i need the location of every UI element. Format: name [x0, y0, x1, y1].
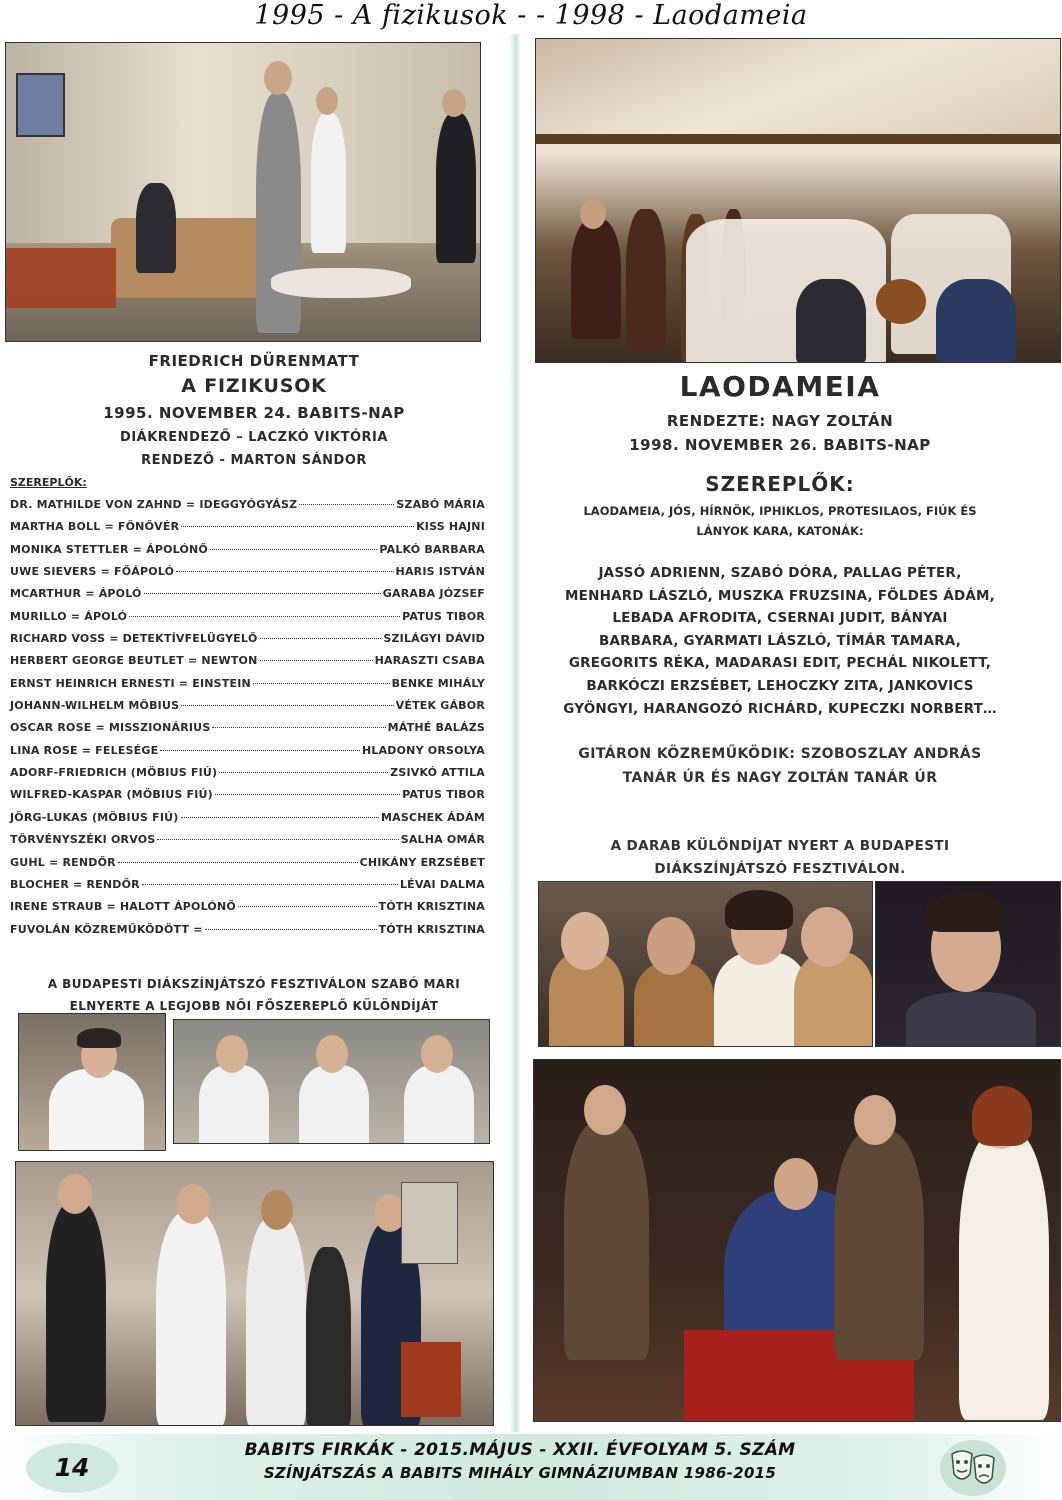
cast-row — [10, 788, 485, 810]
photo-fizikusok-stage — [5, 42, 481, 342]
photo-laodameia-soldiers — [533, 1059, 1061, 1422]
right-award-line1: A DARAB KÜLÖNDÍJAT NYERT A BUDAPESTI — [610, 838, 950, 854]
left-play-title: A FIZIKUSOK — [181, 375, 327, 397]
right-guitar-line2: TANÁR ÚR ÉS NAGY ZOLTÁN TANÁR ÚR — [622, 770, 938, 786]
right-cast-heading: SZEREPLŐK: — [705, 472, 855, 496]
leader-dots — [181, 705, 393, 706]
cast-row — [10, 721, 485, 743]
left-cast-heading: SZEREPLŐK: — [10, 476, 87, 489]
cast-actor: PALKÓ BARBARA — [379, 542, 485, 556]
theatre-masks-icon — [940, 1440, 1006, 1496]
cast-role: LINA ROSE = FELESÉGE — [10, 743, 159, 757]
cast-row — [10, 654, 485, 676]
leader-dots — [129, 616, 400, 617]
cast-actor: HARIS ISTVÁN — [395, 565, 485, 579]
right-award-line2: DIÁKSZÍNJÁTSZÓ FESZTIVÁLON. — [654, 861, 906, 877]
footer-line2: SZÍNJÁTSZÁS A BABITS MIHÁLY GIMNÁZIUMBAN 1986-2015 — [263, 1464, 777, 1482]
cast-role: BLOCHER = RENDŐR — [10, 877, 140, 891]
cast-row — [10, 543, 485, 565]
cast-role: MARTHA BOLL = FŐNŐVÉR — [10, 520, 180, 534]
left-author: FRIEDRICH DÜRENMATT — [148, 352, 360, 370]
left-prize-line1: A BUDAPESTI DIÁKSZÍNJÁTSZÓ FESZTIVÁLON SZABÓ MARI — [47, 977, 461, 991]
column-divider — [509, 34, 521, 1432]
leader-dots — [160, 750, 360, 751]
cast-row — [10, 811, 485, 833]
cast-role: JÖRG-LUKAS (MÖBIUS FIÚ) — [10, 810, 179, 824]
cast-actor: SZABÓ MÁRIA — [396, 498, 485, 511]
leader-dots — [299, 504, 394, 505]
cast-role: MURILLO = ÁPOLÓ — [10, 609, 128, 623]
right-actors — [535, 562, 1025, 720]
cast-row — [10, 632, 485, 654]
right-actors-line: BARKÓCZI ERZSÉBET, LEHOCZKY ZITA, JANKOVICS — [586, 677, 974, 694]
right-actors-line: GREGORITS RÉKA, MADARASI EDIT, PECHÁL NIKOLETT, — [568, 655, 992, 672]
cast-role: WILFRED-KASPAR (MÖBIUS FIÚ) — [10, 788, 213, 802]
leader-dots — [212, 727, 385, 728]
cast-actor: SALHA OMÁR — [400, 833, 485, 847]
right-guitar-line1: GITÁRON KÖZREMŰKÖDIK: SZOBOSZLAY ANDRÁS — [578, 746, 982, 762]
leader-dots — [260, 638, 382, 639]
leader-dots — [142, 884, 398, 885]
cast-actor: BENKE MIHÁLY — [391, 676, 485, 690]
cast-actor: MÁTHÉ BALÁZS — [387, 721, 485, 735]
photo-laodameia-portrait — [875, 881, 1061, 1047]
cast-role: MONIKA STETTLER = ÁPOLÓNŐ — [10, 542, 208, 556]
right-director: RENDEZTE: NAGY ZOLTÁN — [666, 412, 894, 430]
right-actors-line: LEBADA AFRODITA, CSERNAI JUDIT, BÁNYAI — [612, 610, 948, 627]
leader-dots — [176, 571, 393, 572]
left-director: RENDEZŐ - MARTON SÁNDOR — [141, 453, 367, 468]
cast-role: HERBERT GEORGE BEUTLET = NEWTON — [10, 654, 258, 668]
cast-role: TÖRVÉNYSZÉKI ORVOS — [10, 833, 156, 847]
cast-actor: ZSIVKÓ ATTILA — [390, 766, 485, 780]
left-cast-list — [10, 498, 485, 945]
cast-row — [10, 900, 485, 922]
cast-role: DR. MATHILDE VON ZAHND = IDEGGYÓGYÁSZ — [10, 498, 298, 511]
cast-role: GUHL = RENDŐR — [10, 855, 116, 869]
cast-row — [10, 923, 485, 945]
right-play-title: LAODAMEIA — [679, 370, 881, 403]
right-actors-line: MENHARD LÁSZLÓ, MUSZKA FRUZSINA, FÖLDES ÁDÁM, — [565, 587, 995, 604]
right-roles-line1: LAODAMEIA, JÓS, HÍRNÖK, IPHIKLOS, PROTESILAOS, FIÚK ÉS — [583, 504, 977, 518]
leader-dots — [118, 862, 358, 863]
leader-dots — [210, 549, 377, 550]
right-award — [535, 835, 1025, 881]
cast-row — [10, 677, 485, 699]
leader-dots — [215, 794, 400, 795]
right-actors-line: BARBARA, GYARMATI LÁSZLÓ, TÍMÁR TAMARA, — [598, 632, 962, 649]
right-roles-line2: LÁNYOK KARA, KATONÁK: — [696, 524, 864, 538]
cast-actor: TÓTH KRISZTINA — [378, 922, 485, 936]
cast-row — [10, 498, 485, 520]
right-actors-line: GYÖNGYI, HARANGOZÓ RICHÁRD, KUPECZKI NORBERT… — [563, 700, 997, 717]
cast-actor: HLADONY ORSOLYA — [361, 743, 485, 757]
cast-row — [10, 699, 485, 721]
leader-dots — [157, 839, 398, 840]
right-roles — [545, 501, 1015, 541]
leader-dots — [144, 593, 381, 594]
cast-row — [10, 856, 485, 878]
cast-row — [10, 565, 485, 587]
cast-actor: VÉTEK GÁBOR — [395, 699, 485, 713]
leader-dots — [238, 906, 377, 907]
footer-line1: BABITS FIRKÁK - 2015.MÁJUS - XXII. ÉVFOLYAM 5. SZÁM — [244, 1440, 796, 1460]
photo-fizikusok-scene-2 — [173, 1019, 490, 1144]
leader-dots — [181, 526, 414, 527]
page-title: 1995 - A fizikusok - - 1998 - Laodameia — [254, 0, 808, 31]
cast-role: UWE SIEVERS = FŐÁPOLÓ — [10, 565, 175, 579]
cast-role: OSCAR ROSE = MISSZIONÁRIUS — [10, 721, 211, 735]
cast-actor: KISS HAJNI — [416, 520, 485, 534]
photo-fizikusok-scene-1 — [18, 1013, 166, 1151]
leader-dots — [205, 929, 377, 930]
cast-role: ERNST HEINRICH ERNESTI = EINSTEIN — [10, 676, 251, 690]
cast-role: JOHANN-WILHELM MÖBIUS — [10, 699, 180, 713]
left-student-director: DIÁKRENDEZŐ – LACZKÓ VIKTÓRIA — [120, 430, 388, 445]
cast-actor: LÉVAI DALMA — [399, 877, 485, 891]
cast-row — [10, 744, 485, 766]
cast-role: RICHARD VOSS = DETEKTÍVFELÜGYELŐ — [10, 632, 258, 646]
cast-actor: PATUS TIBOR — [402, 609, 485, 623]
cast-row — [10, 610, 485, 632]
cast-role: FUVOLÁN KÖZREMŰKÖDÖTT = — [10, 922, 203, 936]
left-prize-line2: ELNYERTE A LEGJOBB NŐI FŐSZEREPLŐ KÜLÖNDÍJÁT — [69, 999, 439, 1013]
cast-row — [10, 520, 485, 542]
photo-laodameia-stage — [535, 38, 1061, 363]
cast-actor: PATUS TIBOR — [402, 788, 485, 802]
cast-actor: HARASZTI CSABA — [374, 654, 485, 668]
cast-row — [10, 587, 485, 609]
cast-actor: MASCHEK ÁDÁM — [380, 810, 485, 824]
page-number: 14 — [26, 1443, 118, 1493]
leader-dots — [219, 772, 388, 773]
right-date: 1998. NOVEMBER 26. BABITS-NAP — [629, 436, 931, 454]
cast-role: ADORF-FRIEDRICH (MÖBIUS FIÚ) — [10, 766, 218, 780]
left-prize-note — [0, 973, 508, 1017]
cast-role: MCARTHUR = ÁPOLÓ — [10, 587, 142, 601]
right-actors-line: JASSÓ ADRIENN, SZABÓ DÓRA, PALLAG PÉTER, — [598, 565, 962, 581]
leader-dots — [253, 683, 390, 684]
cast-row — [10, 766, 485, 788]
cast-row — [10, 833, 485, 855]
cast-actor: SZILÁGYI DÁVID — [383, 632, 485, 646]
cast-actor: TÓTH KRISZTINA — [378, 900, 485, 914]
right-guitar-credit — [535, 742, 1025, 790]
cast-role: IRENE STRAUB = HALOTT ÁPOLÓNŐ — [10, 900, 236, 914]
leader-dots — [260, 660, 373, 661]
cast-actor: CHIKÁNY ERZSÉBET — [359, 855, 485, 869]
left-date: 1995. NOVEMBER 24. BABITS-NAP — [103, 404, 405, 422]
photo-laodameia-chorus — [538, 881, 873, 1047]
photo-fizikusok-ensemble — [15, 1161, 494, 1426]
cast-row — [10, 878, 485, 900]
cast-actor: GARABA JÓZSEF — [382, 587, 485, 601]
leader-dots — [181, 817, 379, 818]
